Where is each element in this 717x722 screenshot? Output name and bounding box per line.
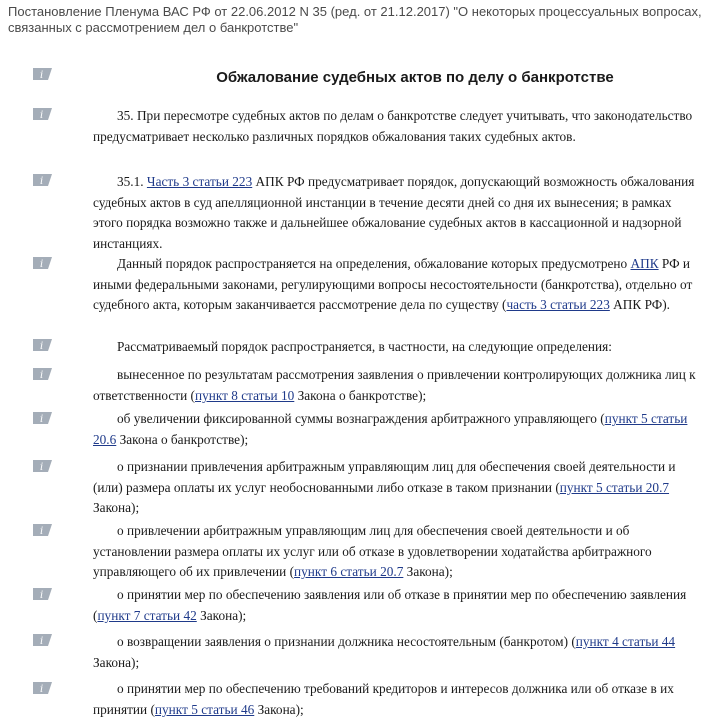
svg-text:i: i: [40, 526, 44, 536]
law-link[interactable]: пункт 7 статьи 42: [97, 607, 197, 623]
svg-text:i: i: [40, 462, 44, 472]
info-icon[interactable]: [33, 108, 52, 120]
svg-text:i: i: [40, 341, 44, 351]
law-link[interactable]: пункт 5 статьи 46: [154, 701, 255, 717]
law-link[interactable]: пункт 4 статьи 44: [575, 634, 676, 649]
law-link[interactable]: пункт 5 статьи 20.7: [559, 479, 670, 495]
svg-text:i: i: [40, 636, 44, 646]
law-link[interactable]: пункт 8 статьи 10: [194, 387, 295, 403]
svg-text:i: i: [40, 590, 44, 600]
law-link[interactable]: АПК: [630, 256, 659, 271]
law-link[interactable]: пункт 5 статьи 20.6: [93, 411, 688, 447]
paragraph: о принятии мер по обеспечению заявления или об отказе в принятии мер по обеспечению заявления (пункт 7 статьи 42 Закона);: [93, 587, 687, 623]
svg-text:i: i: [40, 110, 44, 120]
svg-text:i: i: [40, 259, 44, 269]
info-icon[interactable]: [33, 524, 52, 536]
info-icon[interactable]: [33, 634, 52, 646]
svg-text:i: i: [40, 70, 44, 80]
info-icon[interactable]: [33, 368, 52, 380]
svg-text:i: i: [40, 684, 44, 694]
paragraph: о принятии мер по обеспечению требований кредиторов и интересов должника или об отказе в их принятии (пункт 5 статьи 46 Закона);: [93, 681, 674, 717]
paragraph: вынесенное по результатам рассмотрения заявления о привлечении контролирующих должника лиц к ответственности (пункт 8 статьи 10 Закона о банкротстве);: [93, 367, 696, 403]
info-icon[interactable]: [33, 682, 52, 694]
paragraph: о признании привлечения арбитражным управляющим лиц для обеспечения своей деятельности и (или) размера оплаты их услуг необоснованными либо отказе в таком признании (пункт 5 статьи 20.7 Закона);: [93, 459, 676, 516]
law-link[interactable]: часть 3 статьи 223: [506, 297, 610, 313]
info-icon[interactable]: [33, 460, 52, 472]
law-link[interactable]: Часть 3 статьи 223: [146, 174, 253, 189]
paragraph: Рассматриваемый порядок распространяется, в частности, на следующие определения:: [117, 339, 612, 354]
info-icon[interactable]: [33, 588, 52, 600]
info-icon[interactable]: [33, 68, 52, 80]
paragraph: 35.1. Часть 3 статьи 223 АПК РФ предусматривает порядок, допускающий возможность обжалования судебных актов в суд апелляционной инстанции в течение десяти дней со дня их вынесения; в рамках этого порядка возможно также и дальнейшее обжалование судебных актов в кассационной и надзорной инстанциях.: [93, 174, 695, 252]
paragraph: об увеличении фиксированной суммы вознаграждения арбитражного управляющего (пункт 5 статьи 20.6 Закона о банкротстве);: [93, 411, 688, 447]
paragraph: Данный порядок распространяется на определения, обжалование которых предусмотрено АПК РФ и иными федеральными законами, регулирующими вопросы несостоятельности (банкротства), отдельно от судебного акта, которым заканчивается рассмотрение дела по существу (часть 3 статьи 223 АПК РФ).: [93, 256, 693, 313]
info-icon[interactable]: [33, 174, 52, 186]
info-icon[interactable]: [33, 257, 52, 269]
paragraph: 35. При пересмотре судебных актов по делам о банкротстве следует учитывать, что законодательство предусматривает несколько различных порядков обжалования таких судебных актов.: [93, 108, 693, 144]
info-icon[interactable]: [33, 339, 52, 351]
document-header: Постановление Пленума ВАС РФ от 22.06.2012 N 35 (ред. от 21.12.2017) "О некоторых процессуальных вопросах, связанных с рассмотрением дел о банкротстве": [8, 4, 702, 35]
section-title: Обжалование судебных актов по делу о банкротстве: [216, 69, 614, 86]
svg-text:i: i: [40, 176, 44, 186]
law-link[interactable]: пункт 6 статьи 20.7: [294, 564, 404, 580]
svg-text:i: i: [40, 370, 44, 380]
paragraph: о возвращении заявления о признании должника несостоятельным (банкротом) (пункт 4 статьи 44 Закона);: [93, 634, 676, 670]
svg-text:i: i: [40, 414, 44, 424]
paragraph: о привлечении арбитражным управляющим лиц для обеспечения своей деятельности и об установлении размера оплаты их услуг или об отказе в удовлетворении ходатайства арбитражного управляющего об их привлечении (пункт 6 статьи 20.7 Закона);: [93, 523, 652, 580]
info-icon[interactable]: [33, 412, 52, 424]
